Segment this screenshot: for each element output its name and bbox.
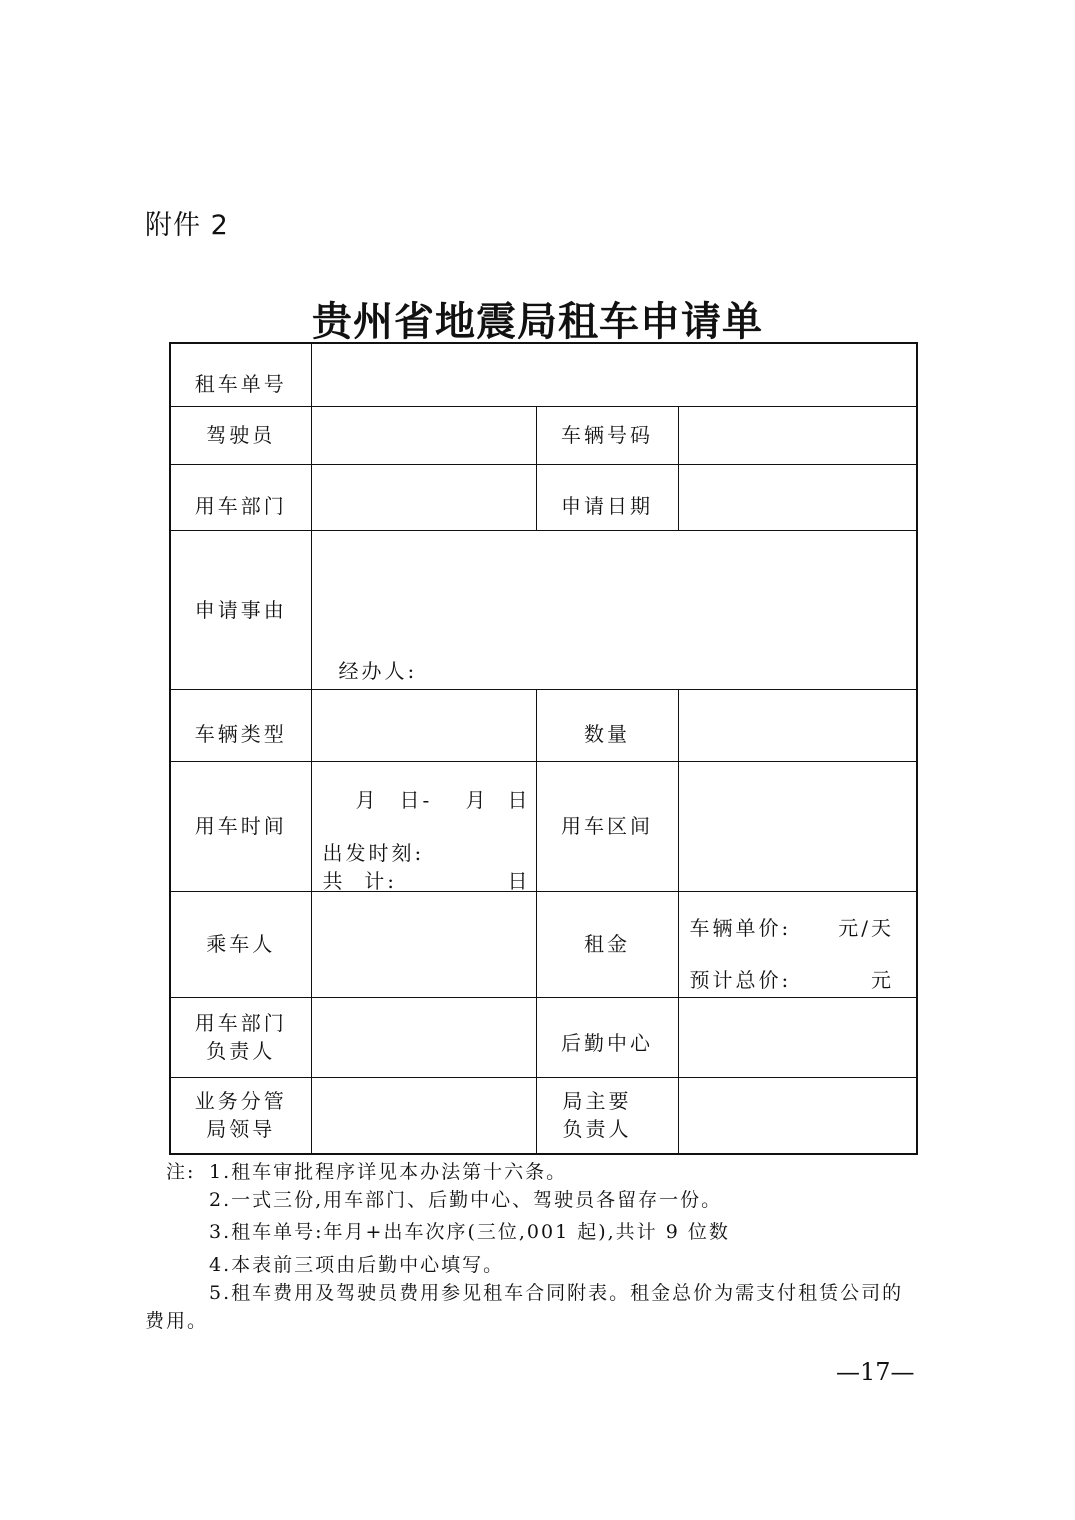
note-item-2: 2.一式三份,用车部门、后勤中心、驾驶员各留存一份。 [209, 1189, 723, 1211]
departure-label: 出发时刻: [322, 840, 425, 865]
dept-head-label-line2: 负责人 [206, 1039, 276, 1063]
time-day-2: 日 [507, 787, 531, 812]
route-label: 用车区间 [536, 761, 678, 891]
unit-price-label: 车辆单价: [689, 915, 792, 940]
reason-field[interactable] [311, 530, 917, 689]
quantity-field[interactable] [678, 689, 917, 761]
leader-label [170, 1077, 311, 1154]
note-item-1: 1.租车审批程序详见本办法第十六条。 [209, 1161, 568, 1183]
chief-label-line1: 局主要 [562, 1089, 632, 1114]
page-number: —17— [836, 1358, 915, 1386]
rental-no-label: 租车单号 [170, 343, 311, 406]
reason-label: 申请事由 [170, 530, 311, 689]
unit-price-unit: 元/天 [838, 915, 894, 940]
plate-field[interactable] [678, 406, 917, 464]
time-month-1: 月 [355, 787, 379, 812]
rental-no-field[interactable] [311, 343, 917, 406]
passenger-field[interactable] [311, 891, 536, 997]
form-title: 贵州省地震局租车申请单 [312, 298, 763, 345]
leader-label-line2: 局领导 [206, 1117, 276, 1142]
note-item-3: 3.租车单号:年月+出车次序(三位,001 起),共计 9 位数 [209, 1221, 730, 1243]
rent-field[interactable] [678, 891, 917, 997]
time-field[interactable] [311, 761, 536, 891]
leader-label-line1: 业务分管 [194, 1089, 287, 1114]
rental-application-form [169, 342, 918, 1155]
leader-field[interactable] [311, 1077, 536, 1154]
dept-head-label [170, 997, 311, 1077]
logistics-field[interactable] [678, 997, 917, 1077]
apply-date-label: 申请日期 [536, 464, 678, 530]
vehicle-type-label: 车辆类型 [170, 689, 311, 761]
driver-field[interactable] [311, 406, 536, 464]
attachment-label: 附件 2 [145, 210, 229, 241]
driver-label: 驾驶员 [170, 406, 311, 464]
time-label: 用车时间 [170, 761, 311, 891]
passenger-label: 乘车人 [170, 891, 311, 997]
rent-label: 租金 [536, 891, 678, 997]
dept-head-field[interactable] [311, 997, 536, 1077]
est-total-unit: 元 [871, 967, 894, 992]
quantity-label: 数量 [536, 689, 678, 761]
route-field[interactable] [678, 761, 917, 891]
chief-field[interactable] [678, 1077, 917, 1154]
dept-head-label-line1: 用车部门 [194, 1011, 287, 1035]
est-total-label: 预计总价: [689, 967, 792, 992]
vehicle-type-field[interactable] [311, 689, 536, 761]
time-month-2: 月 [465, 787, 489, 812]
notes-prefix: 注: [166, 1161, 196, 1183]
logistics-label: 后勤中心 [536, 997, 678, 1077]
apply-date-field[interactable] [678, 464, 917, 530]
handler-label: 经办人: [338, 658, 418, 683]
plate-label: 车辆号码 [536, 406, 678, 464]
note-item-4: 4.本表前三项由后勤中心填写。 [209, 1254, 505, 1276]
note-item-5: 5.租车费用及驾驶员费用参见租车合同附表。租金总价为需支付租赁公司的 [209, 1282, 904, 1304]
dept-field[interactable] [311, 464, 536, 530]
chief-label [536, 1077, 678, 1154]
note-continuation: 费用。 [145, 1310, 209, 1332]
total-days-label: 共 计: [322, 868, 397, 893]
time-day-1: 日- [399, 787, 433, 812]
chief-label-line2: 负责人 [562, 1117, 632, 1142]
total-days-unit: 日 [507, 868, 531, 893]
dept-label: 用车部门 [170, 464, 311, 530]
